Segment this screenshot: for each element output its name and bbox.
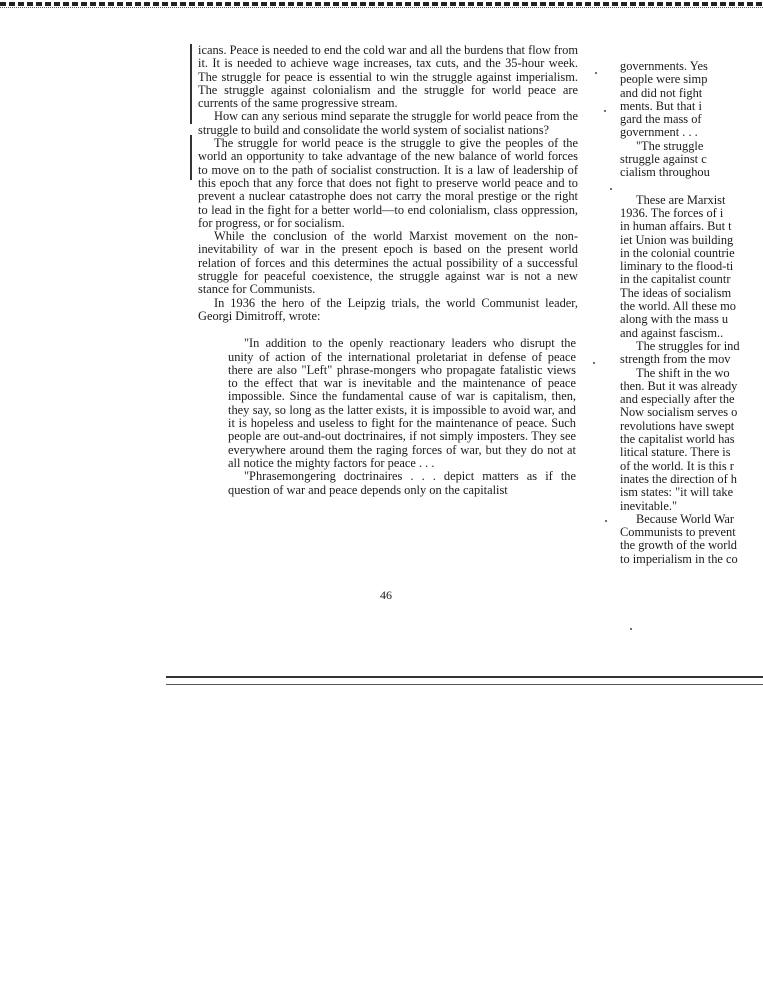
right-line: in the colonial countrie — [620, 245, 735, 260]
margin-dot — [595, 72, 597, 74]
quote-paragraph: "Phrasemongering doctrinaires . . . depict matters as if the question of war and peace depends only on the capitalist — [228, 469, 576, 497]
right-line: litical stature. There is — [620, 445, 731, 460]
right-line — [620, 180, 763, 194]
paragraph: In 1936 the hero of the Leipzig trials, the world Communist leader, Georgi Dimitroff, wrote: — [198, 295, 578, 323]
right-line: the world. All these mo — [620, 299, 736, 314]
right-line: The shift in the wo — [636, 365, 730, 380]
right-line: government . . . — [620, 125, 698, 140]
margin-dot — [610, 188, 612, 190]
right-line: ments. But that i — [620, 98, 702, 113]
right-line: in human affairs. But t — [620, 219, 732, 234]
right-line: revolutions have swept — [620, 418, 735, 433]
right-line: inevitable." — [620, 498, 678, 513]
right-line: strength from the mov — [620, 352, 731, 367]
right-line: gard the mass of — [620, 112, 702, 127]
right-line: along with the mass u — [620, 312, 729, 327]
margin-dot — [604, 110, 606, 112]
margin-mark-top — [190, 44, 192, 124]
right-line: and especially after the — [620, 392, 735, 407]
margin-dot — [593, 362, 595, 364]
right-line: ism states: "it will take — [620, 485, 734, 500]
right-line: governments. Yes — [620, 59, 708, 73]
right-line: and did not fight — [620, 85, 703, 100]
right-line: The ideas of socialism — [620, 285, 732, 300]
right-line: 1936. The forces of i — [620, 205, 724, 220]
paragraph: icans. Peace is needed to end the cold war and all the burdens that flow from it. It is needed to achieve wage increases, tax cuts, and the 35-hour week. The struggle for peace is essential to win the struggle against imperialism. The struggle against colonialism and the struggle for world peace are currents of the same progressive stream. — [198, 43, 578, 111]
right-line: struggle against c — [620, 152, 707, 167]
bottom-border-rule — [166, 676, 763, 685]
quote-paragraph: "In addition to the openly reactionary leaders who disrupt the unity of action of the international proletariat in defense of peace there are also "Left" phrase-mongers who propagate fatalistic views to the effect that war is inevitable and the maintenance of peace impossible. Since the fundamental cause of war is capitalism, then, they say, so long as the latter exists, it is impossible to avoid war, and it is hopeless and useless to fight for the maintenance of peace. Such people are out-and-out doctrinaires, if not simply imposters. They see everywhere around them the raging forces of war, but they do not at all notice the mighty factors for peace . . . — [228, 336, 576, 470]
right-line: of the world. It is this r — [620, 458, 734, 473]
right-line: people were simp — [620, 72, 708, 87]
page-number: 46 — [380, 588, 392, 602]
right-line: Now socialism serves o — [620, 405, 738, 420]
right-line: to imperialism in the co — [620, 551, 738, 566]
right-line: These are Marxist — [636, 192, 726, 207]
right-line: cialism throughou — [620, 165, 710, 180]
right-line: iet Union was building — [620, 232, 734, 247]
right-line: The struggles for ind — [636, 338, 740, 353]
margin-mark-middle — [190, 135, 192, 180]
block-quote — [228, 337, 576, 497]
top-dotted-rule — [0, 7, 763, 8]
right-line: inates the direction of h — [620, 471, 737, 486]
left-column — [198, 44, 578, 497]
right-line: then. But it was already — [620, 378, 738, 393]
right-line: Because World War — [636, 511, 735, 526]
right-line: "The struggle — [636, 138, 704, 153]
margin-dot — [605, 520, 607, 522]
right-line: liminary to the flood-ti — [620, 259, 734, 274]
right-line: the capitalist world has — [620, 432, 735, 447]
right-line: and against fascism.. — [620, 325, 724, 340]
right-line: the growth of the world — [620, 538, 737, 553]
margin-dot — [630, 628, 632, 630]
paragraph: How can any serious mind separate the struggle for world peace from the struggle to build and consolidate the world system of socialist nations? — [198, 109, 578, 137]
right-column — [620, 60, 763, 566]
paragraph: The struggle for world peace is the struggle to give the peoples of the world an opportunity to take advantage of the new balance of world forces to move on to the path of socialist construction. It is a law of leadership of this epoch that any force that does not fight to preserve world peace and to prevent a nuclear catastrophe does not carry the moral prestige or the right to lead in the fight for a better world—to end colonialism, class oppression, for progress, or for socialism. — [198, 136, 578, 230]
right-line: Communists to prevent — [620, 525, 736, 540]
right-line: in the capitalist countr — [620, 272, 731, 287]
top-border-rule — [0, 2, 763, 6]
paragraph: While the conclusion of the world Marxist movement on the non-inevitability of war in the present epoch is based on the present world relation of forces and this determines the actual possibility of a successful struggle for peaceful coexistence, the struggle against war is not a new stance for Communists. — [198, 229, 578, 297]
